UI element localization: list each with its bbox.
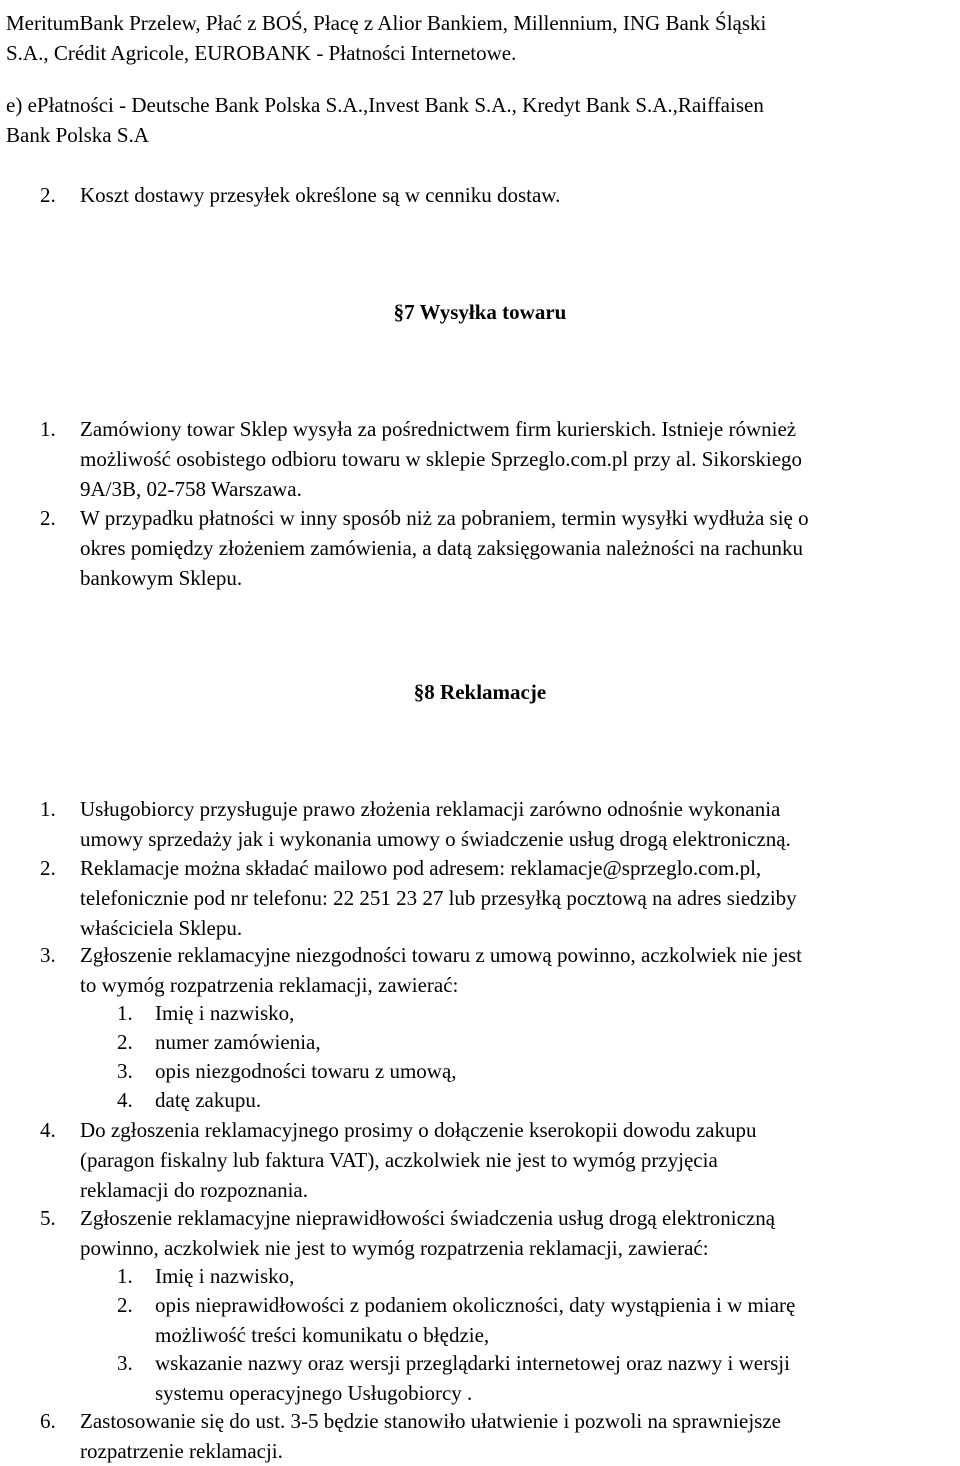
- item-text: Imię i nazwisko,: [155, 1264, 295, 1288]
- text-line: Usługobiorcy przysługuje prawo złożenia reklamacji zarówno odnośnie wykonania: [80, 797, 781, 821]
- text-line: Zamówiony towar Sklep wysyła za pośrednictwem firm kurierskich. Istnieje również: [80, 417, 797, 441]
- item-number: 2.: [117, 1030, 133, 1054]
- item-number: 2.: [40, 183, 56, 207]
- item-number: 1.: [117, 1264, 133, 1288]
- item-number: 6.: [40, 1409, 56, 1433]
- text-line: MeritumBank Przelew, Płać z BOŚ, Płacę z Alior Bankiem, Millennium, ING Bank Śląski: [6, 11, 767, 35]
- intro-paragraph-1: [6, 8, 956, 68]
- item-number: 3.: [40, 943, 56, 967]
- item-number: 4.: [117, 1088, 133, 1112]
- text-line: umowy sprzedaży jak i wykonania umowy o świadczenie usług drogą elektroniczną.: [80, 827, 791, 851]
- item-text: datę zakupu.: [155, 1088, 262, 1112]
- section-sign: §: [393, 300, 405, 324]
- item-text: opis niezgodności towaru z umową,: [155, 1059, 457, 1083]
- item-number: 2.: [40, 506, 56, 530]
- item-text: Koszt dostawy przesyłek określone są w cenniku dostaw.: [80, 183, 561, 207]
- text-line: powinno, aczkolwiek nie jest to wymóg rozpatrzenia reklamacji, zawierać:: [80, 1236, 709, 1260]
- heading-text: 8 Reklamacje: [424, 680, 547, 704]
- item-number: 2.: [117, 1293, 133, 1317]
- section-heading-7: [0, 297, 960, 327]
- item-text: numer zamówienia,: [155, 1030, 321, 1054]
- text-line: wskazanie nazwy oraz wersji przeglądarki internetowej oraz nazwy i wersji: [155, 1351, 790, 1375]
- item-text: [80, 1406, 781, 1466]
- intro-paragraph-2: [6, 90, 956, 150]
- text-line: opis nieprawidłowości z podaniem okoliczności, daty wystąpienia i w miarę: [155, 1293, 796, 1317]
- text-line: Zastosowanie się do ust. 3-5 będzie stanowiło ułatwienie i pozwoli na sprawniejsze: [80, 1409, 781, 1433]
- text-line: Reklamacje można składać mailowo pod adresem: reklamacje@sprzeglo.com.pl,: [80, 856, 762, 880]
- text-line: Zgłoszenie reklamacyjne nieprawidłowości świadczenia usług drogą elektroniczną: [80, 1206, 776, 1230]
- text-line: właściciela Sklepu.: [80, 916, 243, 940]
- text-line: Bank Polska S.A: [6, 123, 149, 147]
- heading-text: 7 Wysyłka towaru: [404, 300, 567, 324]
- text-line: rozpatrzenie reklamacji.: [80, 1439, 283, 1463]
- text-line: okres pomiędzy złożeniem zamówienia, a datą zaksięgowania należności na rachunku: [80, 536, 804, 560]
- text-line: reklamacji do rozpoznania.: [80, 1178, 308, 1202]
- item-number: 5.: [40, 1206, 56, 1230]
- item-text: [80, 503, 809, 593]
- item-text: [80, 414, 802, 504]
- item-number: 1.: [117, 1001, 133, 1025]
- text-line: (paragon fiskalny lub faktura VAT), aczkolwiek nie jest to wymóg przyjęcia: [80, 1148, 718, 1172]
- text-line: Do zgłoszenia reklamacyjnego prosimy o dołączenie kserokopii dowodu zakupu: [80, 1118, 757, 1142]
- item-text: [80, 1203, 775, 1263]
- item-number: 1.: [40, 417, 56, 441]
- text-line: S.A., Crédit Agricole, EUROBANK - Płatności Internetowe.: [6, 41, 517, 65]
- text-line: bankowym Sklepu.: [80, 566, 243, 590]
- item-number: 4.: [40, 1118, 56, 1142]
- item-text: [80, 794, 791, 854]
- text-line: Zgłoszenie reklamacyjne niezgodności towaru z umową powinno, aczkolwiek nie jest: [80, 943, 802, 967]
- item-number: 3.: [117, 1351, 133, 1375]
- item-text: [80, 853, 797, 943]
- text-line: to wymóg rozpatrzenia reklamacji, zawierać:: [80, 973, 459, 997]
- text-line: systemu operacyjnego Usługobiorcy .: [155, 1381, 473, 1405]
- item-text: [155, 1290, 795, 1350]
- text-line: możliwość treści komunikatu o błędzie,: [155, 1323, 490, 1347]
- text-line: 9A/3B, 02-758 Warszawa.: [80, 477, 302, 501]
- item-text: Imię i nazwisko,: [155, 1001, 295, 1025]
- item-number: 2.: [40, 856, 56, 880]
- item-text: [80, 1115, 756, 1205]
- text-line: możliwość osobistego odbioru towaru w sklepie Sprzeglo.com.pl przy al. Sikorskiego: [80, 447, 803, 471]
- text-line: e) ePłatności - Deutsche Bank Polska S.A.,Invest Bank S.A., Kredyt Bank S.A.,Raiffaisen: [6, 93, 764, 117]
- item-text: [155, 1348, 790, 1408]
- section-sign: §: [413, 680, 425, 704]
- section-heading-8: [0, 677, 960, 707]
- item-text: [80, 940, 802, 1000]
- item-number: 3.: [117, 1059, 133, 1083]
- item-number: 1.: [40, 797, 56, 821]
- text-line: W przypadku płatności w inny sposób niż za pobraniem, termin wysyłki wydłuża się o: [80, 506, 809, 530]
- text-line: telefonicznie pod nr telefonu: 22 251 23 27 lub przesyłką pocztową na adres siedziby: [80, 886, 797, 910]
